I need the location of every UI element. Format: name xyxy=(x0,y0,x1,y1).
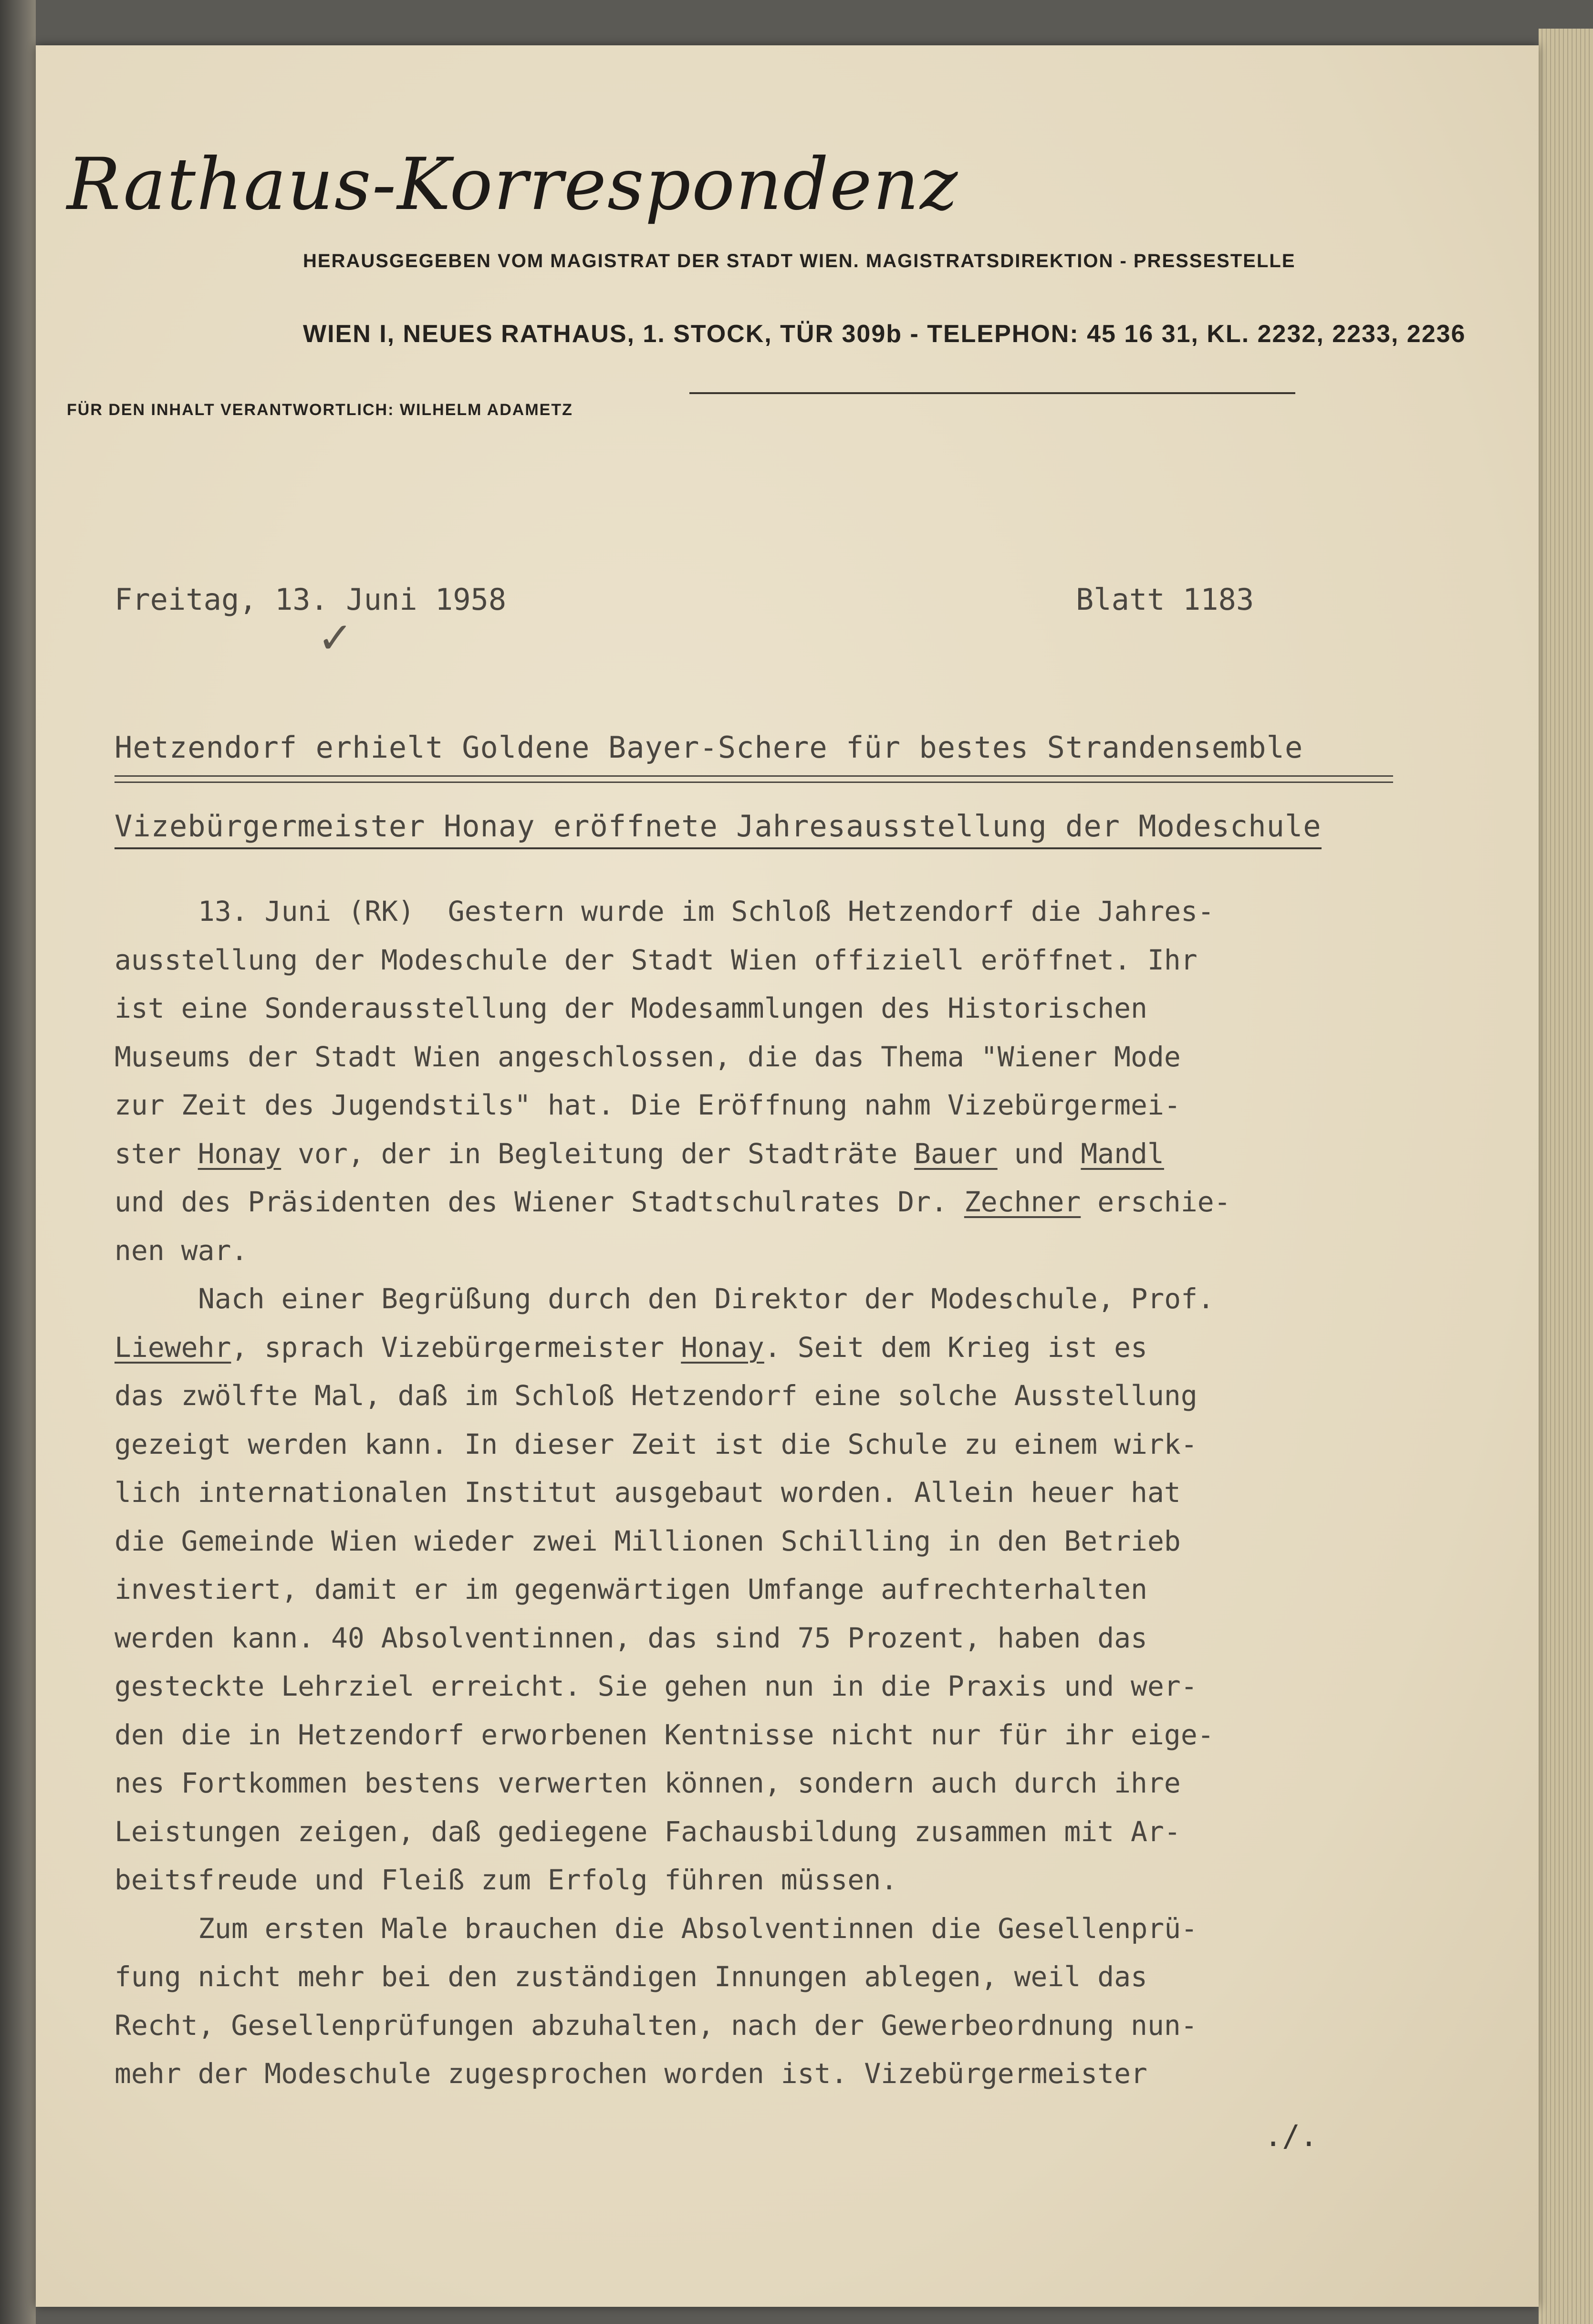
text-line: nen war. xyxy=(115,1234,248,1267)
headline: Hetzendorf erhielt Goldene Bayer-Schere für bestes Strandensemble xyxy=(115,730,1303,765)
text-line: gesteckte Lehrziel erreicht. Sie gehen nun in die Praxis und wer- xyxy=(115,1670,1197,1702)
masthead-rule xyxy=(689,392,1295,394)
text-line: die Gemeinde Wien wieder zwei Millionen Schilling in den Betrieb xyxy=(115,1524,1181,1557)
text-line: mehr der Modeschule zugesprochen worden ist. Vizebürgermeister xyxy=(115,2057,1147,2090)
masthead-title: Rathaus-Korrespondenz xyxy=(67,143,959,226)
text-line: fung nicht mehr bei den zuständigen Innungen ablegen, weil das xyxy=(115,1960,1147,1993)
text-line: den die in Hetzendorf erworbenen Kentnisse nicht nur für ihr eige- xyxy=(115,1718,1214,1751)
date-line: Freitag, 13. Juni 1958 xyxy=(115,582,507,617)
name-liewehr: Liewehr xyxy=(115,1331,231,1364)
check-mark: ✓ xyxy=(317,613,354,663)
article-body xyxy=(115,887,1431,2098)
text-line: ist eine Sonderausstellung der Modesammlungen des Historischen xyxy=(115,992,1147,1024)
text-line: ster Honay vor, der in Begleitung der Stadträte Bauer und Mandl xyxy=(115,1137,1164,1170)
name-honay: Honay xyxy=(198,1137,281,1170)
text-line: gezeigt werden kann. In dieser Zeit ist die Schule zu einem wirk- xyxy=(115,1428,1197,1460)
text-line: 13. Juni (RK) Gestern wurde im Schloß Hetzendorf die Jahres- xyxy=(198,895,1215,928)
headline-double-rule xyxy=(115,775,1393,783)
subheadline: Vizebürgermeister Honay eröffnete Jahresausstellung der Modeschule xyxy=(115,809,1322,849)
text-line: Museums der Stadt Wien angeschlossen, die das Thema "Wiener Mode xyxy=(115,1040,1181,1073)
name-honay: Honay xyxy=(681,1331,764,1364)
text-line: werden kann. 40 Absolventinnen, das sind 75 Prozent, haben das xyxy=(115,1621,1147,1654)
book-spine xyxy=(0,0,36,2324)
text-line: zur Zeit des Jugendstils" hat. Die Eröffnung nahm Vizebürgermei- xyxy=(115,1089,1181,1121)
text-line: investiert, damit er im gegenwärtigen Umfange aufrechterhalten xyxy=(115,1573,1147,1605)
text-line: Zum ersten Male brauchen die Absolventinnen die Gesellenprü- xyxy=(198,1912,1198,1945)
text-line: nes Fortkommen bestens verwerten können, sondern auch durch ihre xyxy=(115,1767,1181,1799)
name-zechner: Zechner xyxy=(964,1186,1081,1218)
name-mandl: Mandl xyxy=(1081,1137,1164,1170)
publisher-line: HERAUSGEGEBEN VOM MAGISTRAT DER STADT WIEN. MAGISTRATSDIREKTION - PRESSESTELLE xyxy=(303,250,1296,271)
name-bauer: Bauer xyxy=(914,1137,998,1170)
text-line: das zwölfte Mal, daß im Schloß Hetzendorf eine solche Ausstellung xyxy=(115,1379,1197,1412)
text-line: lich internationalen Institut ausgebaut worden. Allein heuer hat xyxy=(115,1476,1181,1509)
responsible-line: FÜR DEN INHALT VERANTWORTLICH: WILHELM ADAMETZ xyxy=(67,401,573,419)
text-line: ausstellung der Modeschule der Stadt Wien offiziell eröffnet. Ihr xyxy=(115,943,1197,976)
text-line: Nach einer Begrüßung durch den Direktor der Modeschule, Prof. xyxy=(198,1282,1215,1315)
page-edges xyxy=(1539,29,1593,2324)
sheet-number: Blatt 1183 xyxy=(1076,582,1254,617)
text-line: und des Präsidenten des Wiener Stadtschulrates Dr. Zechner erschie- xyxy=(115,1186,1231,1218)
continuation-mark: ./. xyxy=(1264,2118,1318,2153)
text-line: Liewehr, sprach Vizebürgermeister Honay. Seit dem Krieg ist es xyxy=(115,1331,1147,1364)
address-line: WIEN I, NEUES RATHAUS, 1. STOCK, TÜR 309b - TELEPHON: 45 16 31, KL. 2232, 2233, 2236 xyxy=(303,320,1466,348)
text-line: beitsfreude und Fleiß zum Erfolg führen müssen. xyxy=(115,1864,898,1896)
text-line: Leistungen zeigen, daß gediegene Fachausbildung zusammen mit Ar- xyxy=(115,1815,1181,1848)
text-line: Recht, Gesellenprüfungen abzuhalten, nach der Gewerbeordnung nun- xyxy=(115,2009,1197,2042)
